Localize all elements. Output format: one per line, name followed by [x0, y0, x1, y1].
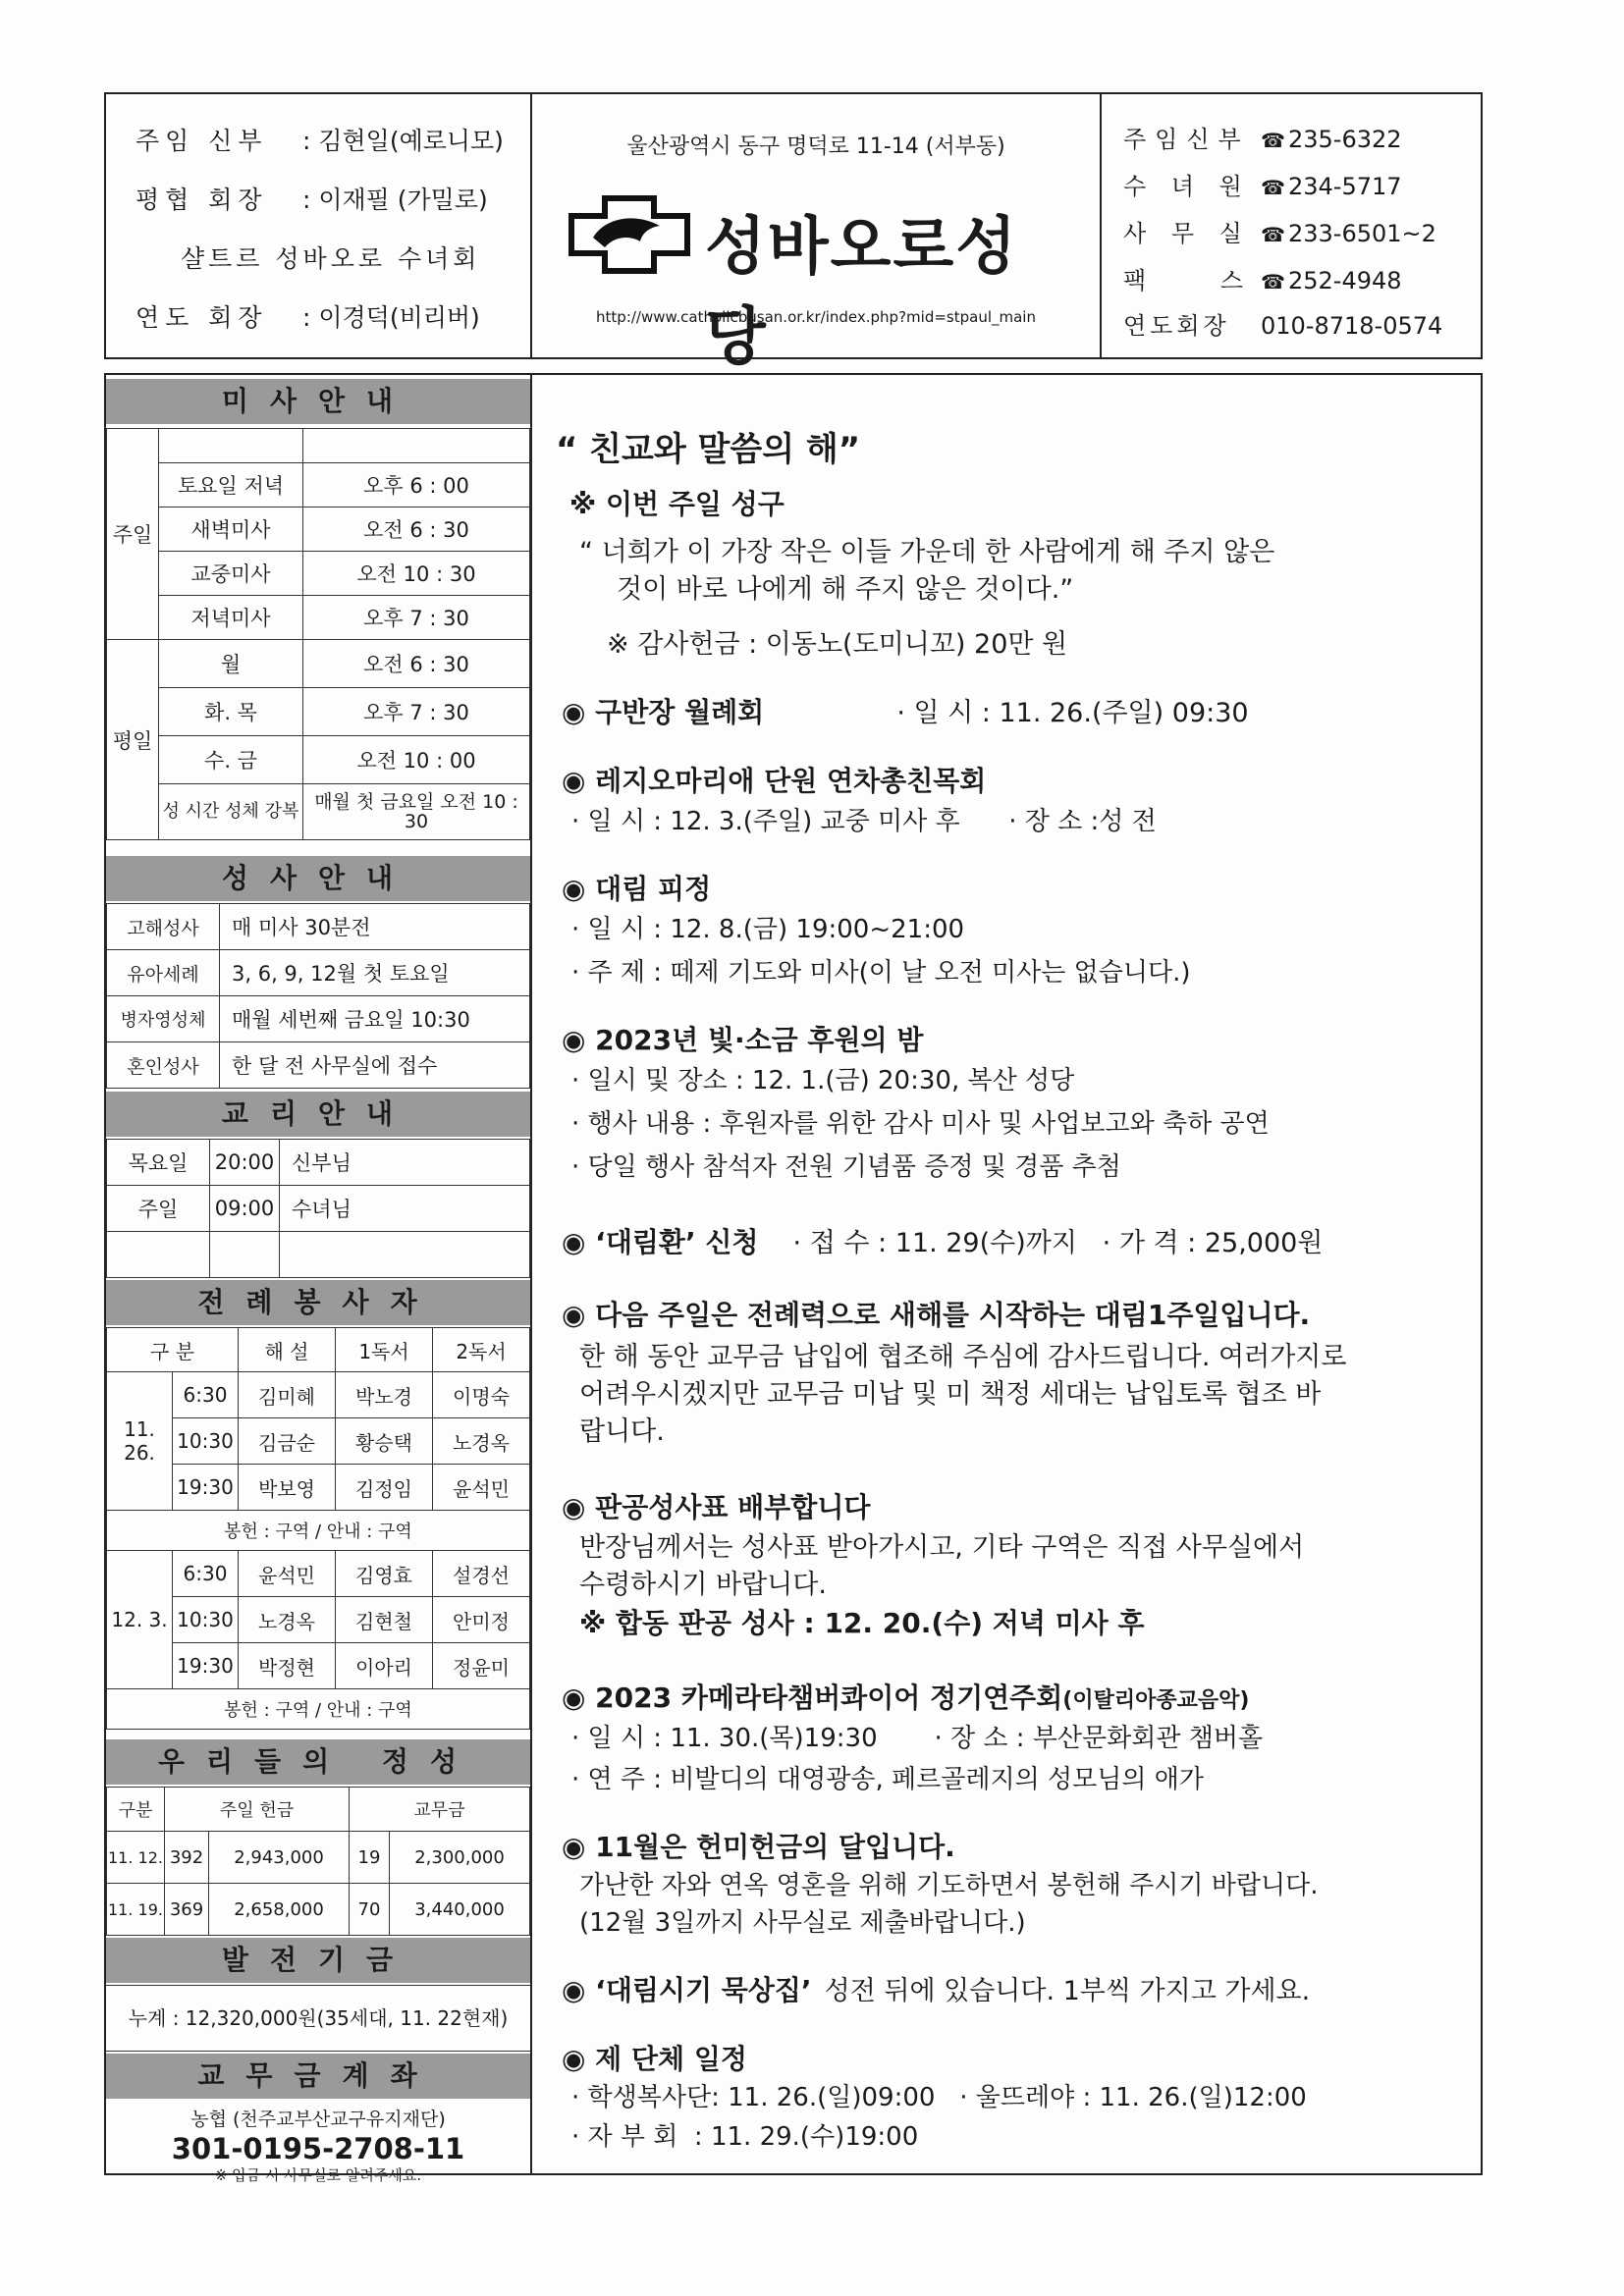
notice-title: ◉ 11월은 헌미헌금의 달입니다. — [562, 1831, 955, 1863]
table-row: 화. 목 오후 7 : 30 — [107, 688, 530, 736]
table-row: 10:30 노경옥 김현철 안미정 — [107, 1597, 530, 1643]
table-row: 토요일 저녁 오후 6 : 00 — [107, 463, 530, 507]
table-row: 유아세례 3, 6, 9, 12월 첫 토요일 — [107, 950, 530, 996]
notice-title: ◉ 2023년 빛·소금 후원의 밤 — [562, 1024, 924, 1056]
notice-line: · 주 제 : 떼제 기도와 미사(이 날 오전 미사는 없습니다.) — [571, 958, 1191, 988]
notice-line: · 행사 내용 : 후원자를 위한 감사 미사 및 사업보고와 축하 공연 — [571, 1109, 1270, 1139]
notice-title: ◉ 다음 주일은 전례력으로 새해를 시작하는 대림1주일입니다. — [562, 1299, 1311, 1331]
fund-section-title: 발전기금 — [106, 1938, 530, 1983]
cross-dove-logo-icon — [566, 192, 693, 277]
notice-line: · 일시 및 장소 : 12. 1.(금) 20:30, 복산 성당 — [571, 1066, 1075, 1095]
header-left-box — [104, 92, 532, 359]
phone-icon: ☎ — [1261, 270, 1285, 294]
phone-icon: ☎ — [1261, 129, 1285, 152]
mass-section-title: 미사안내 — [106, 379, 530, 424]
thanks-offering: ※ 감사헌금 : 이동노(도미니꼬) 20만 원 — [607, 629, 1068, 660]
contact-row: 팩 스 ☎ 252-4948 — [1123, 267, 1402, 294]
notice-line: · 학생복사단: 11. 26.(일)09:00 · 울뜨레야 : 11. 26.(일)12:00 — [571, 2083, 1307, 2112]
notice-item: ◉ 2023 카메라타챔버콰이어 정기연주회(이탈리아종교음악) — [562, 1682, 1250, 1714]
notice-item: ◉ ‘대림환’ 신청 · 접 수 : 11. 29(수)까지 · 가 격 : 25,000원 — [562, 1226, 1324, 1258]
table-row: 11. 19. 369 2,658,000 70 3,440,000 — [107, 1884, 530, 1936]
notice-line: 반장님께서는 성사표 받아가시고, 기타 구역은 직접 사무실에서 — [579, 1532, 1305, 1563]
table-row: 평일 월 오전 6 : 30 — [107, 640, 530, 688]
table-row: 10:30 김금순 황승택 노경옥 — [107, 1418, 530, 1465]
church-name: 성바오로성당 — [705, 211, 1019, 374]
table-row: 성 시간 성체 강복 매월 첫 금요일 오전 10 : 30 — [107, 784, 530, 840]
table-row: 새벽미사 오전 6 : 30 — [107, 507, 530, 552]
notice-title: ◉ 판공성사표 배부합니다 — [562, 1491, 871, 1523]
table-row: 고해성사 매 미사 30분전 — [107, 904, 530, 950]
header-left-row: 샬트르 성바오로 수녀회 — [181, 244, 481, 273]
sunday-label: 주일 — [107, 429, 159, 640]
header-center-box — [532, 92, 1100, 374]
catechism-section-title: 교리안내 — [106, 1092, 530, 1137]
notice-line: · 자 부 회 : 11. 29.(수)19:00 — [571, 2122, 919, 2152]
main-content — [532, 373, 1483, 2175]
notice-title: ◉ 레지오마리애 단원 연차총친목회 — [562, 765, 987, 797]
notice-line: 랍니다. — [579, 1416, 665, 1447]
notice-line: 한 해 동안 교무금 납입에 협조해 주심에 감사드립니다. 여러가지로 — [579, 1342, 1347, 1372]
year-title: “ 친교와 말씀의 해” — [556, 430, 861, 469]
phone-icon: ☎ — [1261, 176, 1285, 199]
sacrament-table — [106, 903, 530, 1089]
contact-row: 연도회장 010-8718-0574 — [1123, 312, 1443, 340]
notice-item: ◉ 구반장 월례회 · 일 시 : 11. 26.(주일) 09:30 — [562, 696, 1249, 728]
notice-item: ◉ ‘대림시기 묵상집’ 성전 뒤에 있습니다. 1부씩 가지고 가세요. — [562, 1974, 1311, 2006]
notice-line: · 연 주 : 비발디의 대영광송, 페르골레지의 성모님의 애가 — [571, 1765, 1204, 1794]
table-row: 19:30 박보영 김정임 윤석민 — [107, 1465, 530, 1511]
offering-section-title: 우리들의 정성 — [106, 1739, 530, 1785]
table-row: 봉헌 : 구역 / 안내 : 구역 — [107, 1689, 530, 1730]
servers-section-title: 전례봉사자 — [106, 1280, 530, 1325]
notice-line: (12월 3일까지 사무실로 제출바랍니다.) — [579, 1908, 1026, 1938]
account-section-title: 교무금계좌 — [106, 2054, 530, 2099]
offering-table — [106, 1787, 530, 1936]
notice-line: · 당일 행사 참석자 전원 기념품 증정 및 경품 추첨 — [571, 1152, 1121, 1182]
table-row: 구 분 해 설 1독서 2독서 — [107, 1328, 530, 1372]
account-bank: 농협 (천주교부산교구유지재단) — [190, 2109, 446, 2130]
account-number: 301-0195-2708-11 — [171, 2132, 465, 2165]
catechism-table — [106, 1139, 530, 1278]
header-left-row: 평협 회장 : 이재필 (가밀로) — [135, 186, 488, 214]
table-row: 저녁미사 오후 7 : 30 — [107, 596, 530, 640]
notice-line: 어려우시겠지만 교무금 미납 및 미 책정 세대는 납입토록 협조 바 — [579, 1379, 1322, 1410]
table-row: 19:30 박정현 이아리 정윤미 — [107, 1643, 530, 1689]
weekday-label: 평일 — [107, 640, 159, 840]
gospel-line: 것이 바로 나에게 해 주지 않은 것이다.” — [617, 574, 1074, 605]
mass-table — [106, 428, 530, 840]
table-row: 봉헌 : 구역 / 안내 : 구역 — [107, 1511, 530, 1551]
account-note: ※ 입금 시 사무실로 알려주세요. — [214, 2166, 422, 2184]
table-row: 목요일 20:00 신부님 — [107, 1140, 530, 1186]
notice-line: · 일 시 : 12. 8.(금) 19:00~21:00 — [571, 915, 965, 944]
contact-row: 주임신부 ☎ 235-6322 — [1123, 126, 1402, 153]
table-row: 혼인성사 한 달 전 사무실에 접수 — [107, 1042, 530, 1089]
notice-line: ※ 합동 판공 성사 : 12. 20.(수) 저녁 미사 후 — [579, 1607, 1145, 1639]
table-row: 교중미사 오전 10 : 30 — [107, 552, 530, 596]
table-row: 주일 09:00 수녀님 — [107, 1186, 530, 1232]
phone-icon: ☎ — [1261, 223, 1285, 246]
sacrament-section-title: 성사안내 — [106, 856, 530, 901]
table-row: 11. 12. 392 2,943,000 19 2,300,000 — [107, 1832, 530, 1884]
header-left-row: 연도 회장 : 이경덕(비리버) — [135, 303, 480, 332]
gospel-line: “ 너희가 이 가장 작은 이들 가운데 한 사람에게 해 주지 않은 — [579, 537, 1275, 567]
contact-row: 사 무 실 ☎ 233-6501~2 — [1123, 220, 1436, 247]
servers-table — [106, 1327, 530, 1730]
notice-line: 가난한 자와 연옥 영혼을 위해 기도하면서 봉헌해 주시기 바랍니다. — [579, 1871, 1319, 1900]
church-address: 울산광역시 동구 명덕로 11-14 (서부동) — [626, 134, 1005, 159]
sidebar — [104, 373, 532, 2184]
table-row: 12. 3. 6:30 윤석민 김영효 설경선 — [107, 1551, 530, 1597]
fund-total: 누계 : 12,320,000원(35세대, 11. 22현재) — [106, 1985, 530, 2052]
notice-line: · 일 시 : 11. 30.(목)19:30 · 장 소 : 부산문화회관 챔버홀 — [571, 1724, 1264, 1753]
table-row: 11. 26. 6:30 김미혜 박노경 이명숙 — [107, 1372, 530, 1418]
notice-line: · 일 시 : 12. 3.(주일) 교중 미사 후 · 장 소 :성 전 — [571, 807, 1157, 836]
notice-title: ◉ 대림 피정 — [562, 873, 712, 905]
table-row: 수. 금 오전 10 : 00 — [107, 736, 530, 784]
notice-line: 수령하시기 바랍니다. — [579, 1570, 827, 1600]
table-row: 구분 주일 헌금 교무금 — [107, 1788, 530, 1832]
notice-title: ◉ 제 단체 일정 — [562, 2043, 747, 2075]
table-row: 병자영성체 매월 세번째 금요일 10:30 — [107, 996, 530, 1042]
header-contacts-box — [1100, 92, 1483, 359]
header-left-row: 주임 신부 : 김현일(예로니모) — [135, 127, 504, 155]
church-url[interactable]: http://www.catholicbusan.or.kr/index.php?mid=stpaul_main — [596, 308, 1036, 326]
contact-row: 수 녀 원 ☎ 234-5717 — [1123, 173, 1402, 200]
gospel-title: ※ 이번 주일 성구 — [569, 488, 785, 520]
